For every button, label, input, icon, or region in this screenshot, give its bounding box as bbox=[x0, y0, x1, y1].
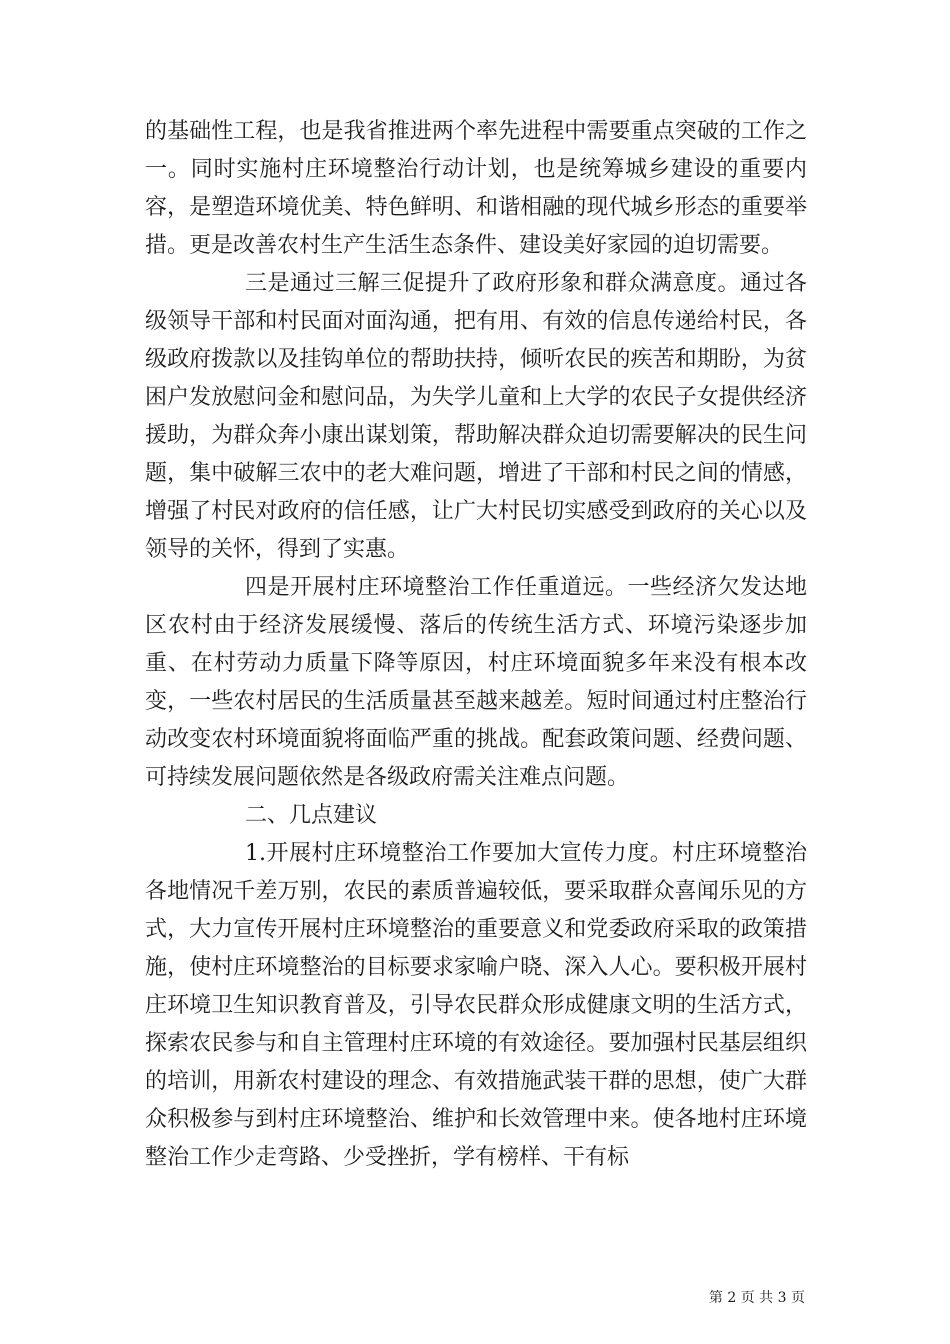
page-number-footer: 第 2 页 共 3 页 bbox=[708, 1290, 805, 1306]
paragraph-point-four: 四是开展村庄环境整治工作任重道远。一些经济欠发达地区农村由于经济发展缓慢、落后的传统生活方式、环境污染逐步加重、在村劳动力质量下降等原因，村庄环境面貌多年来没有根本改变，一些农村居民的生活质量甚至越来越差。短时间通过村庄整治行动改变农村环境面貌将面临严重的挑战。配套政策问题、经费问题、可持续发展问题依然是各级政府需关注难点问题。 bbox=[145, 575, 807, 790]
section-heading-suggestions: 二、几点建议 bbox=[245, 803, 378, 828]
paragraph-suggestion-one: 1.开展村庄环境整治工作要加大宣传力度。村庄环境整治各地情况千差万别，农民的素质普遍较低，要采取群众喜闻乐见的方式，大力宣传开展村庄环境整治的重要意义和党委政府采取的政策措施，使村庄环境整治的目标要求家喻户晓、深入人心。要积极开展村庄环境卫生知识教育普及，引导农民群众形成健康文明的生活方式，探索农民参与和自主管理村庄环境的有效途径。要加强村民基层组织的培训，用新农村建设的理念、有效措施武装干群的思想，使广大群众积极参与到村庄环境整治、维护和长效管理中来。使各地村庄环境整治工作少走弯路、少受挫折，学有榜样、干有标 bbox=[145, 841, 807, 1170]
document-body bbox=[145, 113, 807, 1177]
paragraph-point-three: 三是通过三解三促提升了政府形象和群众满意度。通过各级领导干部和村民面对面沟通，把有用、有效的信息传递给村民，各级政府拨款以及挂钩单位的帮助扶持，倾听农民的疾苦和期盼，为贫困户发放慰问金和慰问品，为失学儿童和上大学的农民子女提供经济援助，为群众奔小康出谋划策，帮助解决群众迫切需要解决的民生问题，集中破解三农中的老大难问题，增进了干部和村民之间的情感，增强了村民对政府的信任感，让广大村民切实感受到政府的关心以及领导的关怀，得到了实惠。 bbox=[145, 271, 807, 562]
paragraph-continuation: 的基础性工程，也是我省推进两个率先进程中需要重点突破的工作之一。同时实施村庄环境整治行动计划，也是统筹城乡建设的重要内容，是塑造环境优美、特色鲜明、和谐相融的现代城乡形态的重要举措。更是改善农村生产生活生态条件、建设美好家园的迫切需要。 bbox=[145, 119, 807, 258]
